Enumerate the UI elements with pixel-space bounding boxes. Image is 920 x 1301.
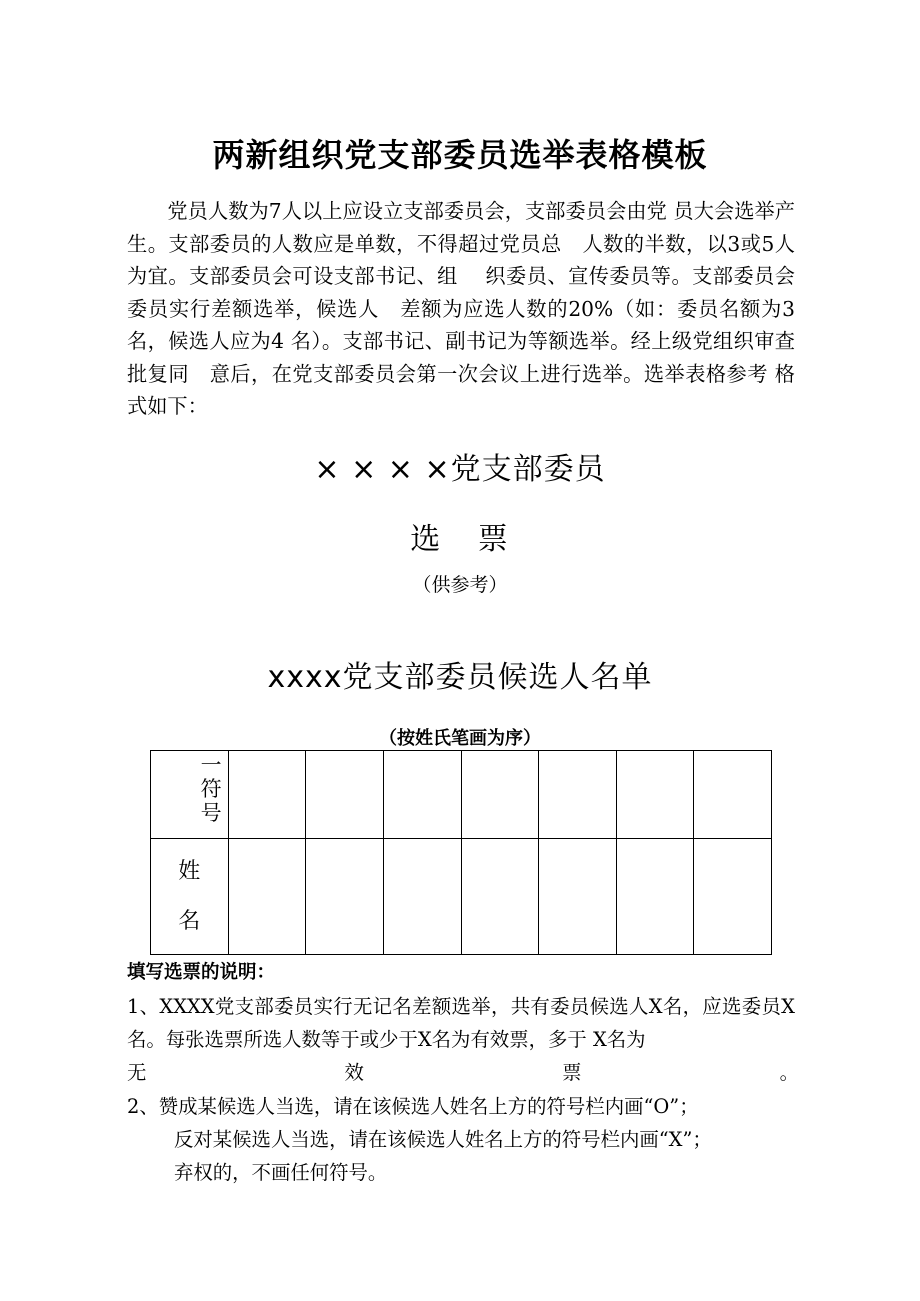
name-label-cell [151, 839, 229, 955]
symbol-cell[interactable] [383, 751, 461, 839]
symbol-cell[interactable] [539, 751, 617, 839]
name-cell [616, 839, 694, 955]
ballot-title: 选 票 [410, 522, 522, 557]
instruction-2-line-1: 2、赞成某候选人当选，请在该候选人姓名上方的符号栏内画“O”； [127, 1095, 699, 1118]
tail-char: 票 [562, 1061, 582, 1084]
candidate-table [150, 750, 772, 955]
document-title: 两新组织党支部委员选举表格模板 [212, 136, 708, 174]
name-row [151, 839, 772, 955]
name-cell [306, 839, 384, 955]
candidate-list-title: xxxx党支部委员候选人名单 [267, 660, 653, 695]
symbol-label-char: 一 [200, 753, 222, 777]
instruction-1-tail [127, 1056, 799, 1089]
tail-char: 。 [779, 1061, 799, 1084]
intro-paragraph: 党员人数为7人以上应设立支部委员会，支部委员会由党 员大会选举产生。支部委员的人数应是单数，不得超过党员总 人数的半数，以3或5人为宜。支部委员会可设支部书记、组 织委员、宣传委员等。支部委员会委员实行差额选举，候选人 差额为应选人数的20%（如：委员名额为3名，候选人应为4 名）。支部书记、副书记为等额选举。经上级党组织审查批复同 意后，在党支部委员会第一次会议上进行选举。选举表格参考 格式如下： [127, 199, 795, 418]
symbol-cell[interactable] [306, 751, 384, 839]
symbol-label-cell [151, 751, 229, 839]
symbol-cell[interactable] [616, 751, 694, 839]
tail-char: 效 [344, 1061, 364, 1084]
symbol-cell[interactable] [228, 751, 306, 839]
instruction-item-2 [127, 1090, 795, 1189]
name-cell [461, 839, 539, 955]
instruction-1-text: 1、XXXX党支部委员实行无记名差额选举，共有委员候选人X名，应选委员X名。每张选票所选人数等于或少于X名为有效票，多于 X名为 [127, 995, 795, 1051]
tail-char: 无 [127, 1061, 147, 1084]
name-label-char: 名 [178, 908, 201, 934]
symbol-label-char: 符 [200, 777, 222, 801]
symbol-cell[interactable] [461, 751, 539, 839]
name-cell [383, 839, 461, 955]
instruction-2-line-2: 反对某候选人当选，请在该候选人姓名上方的符号栏内画“X”； [174, 1128, 712, 1151]
name-cell [694, 839, 772, 955]
instruction-item-1 [127, 990, 799, 1089]
symbol-row [151, 751, 772, 839]
name-cell [539, 839, 617, 955]
symbol-cell[interactable] [694, 751, 772, 839]
instruction-2-line-3: 弃权的，不画任何符号。 [174, 1161, 388, 1184]
order-note: （按姓氏笔画为序） [379, 728, 541, 749]
instructions-heading: 填写选票的说明： [127, 962, 276, 983]
name-cell [228, 839, 306, 955]
reference-note: （供参考） [412, 574, 508, 596]
name-label-char: 姓 [178, 858, 201, 884]
org-heading: × × × ×党支部委员 [314, 452, 606, 487]
symbol-label-char: 号 [200, 801, 222, 825]
